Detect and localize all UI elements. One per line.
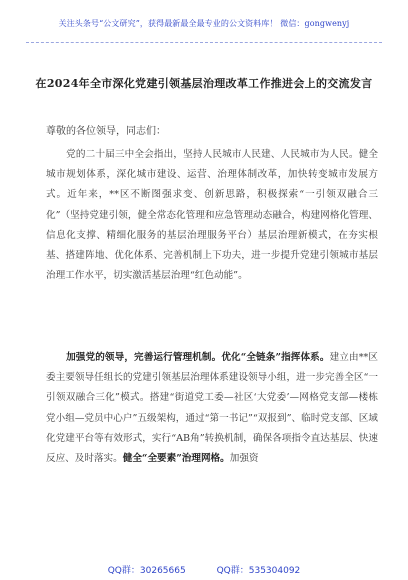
paragraph-1 <box>46 145 378 286</box>
document-title: 在2024年全市深化党建引领基层治理改革工作推进会上的交流发言 <box>35 77 373 90</box>
paragraph-2-heading-2: 健全“全要素”治理网格。 <box>122 453 230 465</box>
paragraph-2-tail: 加强资 <box>229 453 259 465</box>
paragraph-1-text: 党的二十届三中全会指出，坚持人民城市人民建、人民城市为人民。健全城市规划体系，深化城市建设、运营、治理体制改革，加快转变城市发展方式。近年来，**区不断图强求变、创新思路，积极探索“一引领双融合三化”（坚持党建引领，健全常态化管理和应急管理动态融合，构建网格化管理、信息化支撑、精细化服务的基层治理服务平台）基层治理新模式，在夯实根基、搭建阵地、优化体系、完善机制上下功夫，进一步提升党建引领城市基层治理工作水平，切实激活基层治理“红色动能”。 <box>46 149 378 282</box>
footer-qq-group-2: QQ群：535304092 <box>216 566 301 576</box>
paragraph-2-heading: 加强党的领导，完善运行管理机制。优化“全链条”指挥体系。 <box>66 352 330 363</box>
paragraph-2-body: 建立由**区委主要领导任组长的党建引领基层治理体系建设领导小组，进一步完善全区“一引领双融合三化”模式。搭建“街道党工委—社区‘大党委’—网格党支部—楼栋党小组—党员中心户”五级架构，通过“第一书记”“双报到”、临时党支部、区域化党建平台等有效形式，实行“AB角”转换机制，确保各项指令直达基层、快速反应、及时落实。 <box>46 352 378 465</box>
salutation: 尊敬的各位领导，同志们： <box>46 126 166 137</box>
footer <box>0 563 408 576</box>
header-divider <box>26 42 382 43</box>
header-promo-text: 关注头条号“公文研究”，获得最新最全最专业的公文资料库！ 微信：gongwenyj <box>58 19 350 28</box>
paragraph-2 <box>46 348 378 469</box>
footer-qq-group-1: QQ群：30265665 <box>107 566 186 576</box>
